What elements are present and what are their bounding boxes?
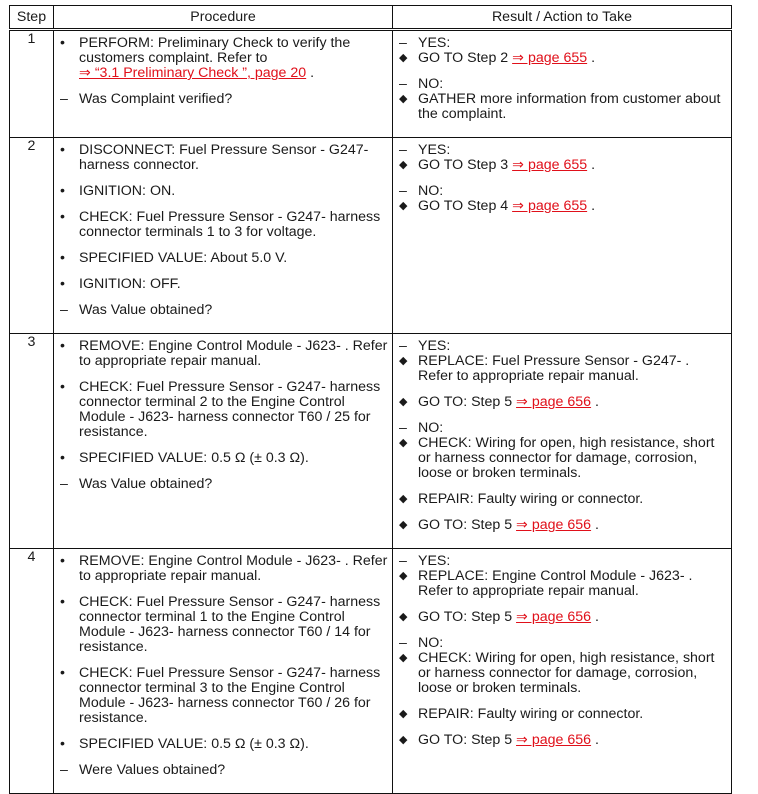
item-text: GATHER more information from customer about the complaint. bbox=[418, 91, 721, 122]
procedure-item bbox=[54, 339, 388, 369]
page-reference-link[interactable]: ⇒ page 656 bbox=[516, 517, 592, 533]
diamond-bullet-icon: ◆ bbox=[399, 52, 408, 64]
result-item bbox=[393, 158, 727, 173]
procedure-cell bbox=[54, 549, 393, 794]
bullet-icon: • bbox=[60, 183, 65, 199]
item-text: Was Value obtained? bbox=[79, 302, 213, 318]
diagnostic-procedure-table bbox=[9, 5, 732, 794]
item-text: SPECIFIED VALUE: 0.5 Ω (± 0.3 Ω). bbox=[79, 450, 309, 466]
step-number: 4 bbox=[10, 549, 54, 794]
page-reference-link[interactable]: ⇒ page 655 bbox=[512, 157, 588, 173]
procedure-item bbox=[54, 380, 388, 440]
result-list bbox=[393, 138, 731, 229]
procedure-item bbox=[54, 92, 388, 107]
item-text-suffix: . bbox=[587, 50, 596, 66]
item-text-suffix: . bbox=[591, 609, 599, 625]
diamond-bullet-icon: ◆ bbox=[399, 652, 408, 664]
dash-icon: – bbox=[60, 762, 68, 778]
bullet-icon: • bbox=[60, 379, 65, 395]
result-item bbox=[393, 51, 727, 66]
procedure-item bbox=[54, 763, 388, 778]
item-text: GO TO: Step 5 bbox=[418, 517, 517, 533]
dash-icon: – bbox=[60, 91, 68, 107]
bullet-icon: • bbox=[60, 665, 65, 681]
diamond-bullet-icon: ◆ bbox=[399, 200, 408, 212]
item-text: CHECK: Fuel Pressure Sensor - G247- harness connector terminal 3 to the Engine Control Module - J623- harness connector T60 / 26 for resistance. bbox=[79, 665, 381, 726]
result-item bbox=[393, 339, 727, 354]
dash-icon: – bbox=[399, 35, 407, 51]
procedure-item bbox=[54, 277, 388, 292]
dash-icon: – bbox=[399, 553, 407, 569]
diamond-bullet-icon: ◆ bbox=[399, 93, 408, 105]
result-item bbox=[393, 92, 727, 122]
item-text: NO: bbox=[418, 635, 444, 651]
item-text: CHECK: Fuel Pressure Sensor - G247- harness connector terminal 1 to the Engine Control Module - J623- harness connector T60 / 14 for resistance. bbox=[79, 594, 381, 655]
item-text: YES: bbox=[418, 553, 451, 569]
step-number: 3 bbox=[10, 334, 54, 549]
bullet-icon: • bbox=[60, 594, 65, 610]
item-text: REPLACE: Fuel Pressure Sensor - G247- . Refer to appropriate repair manual. bbox=[418, 353, 690, 384]
diamond-bullet-icon: ◆ bbox=[399, 519, 408, 531]
dash-icon: – bbox=[399, 420, 407, 436]
item-text: CHECK: Fuel Pressure Sensor - G247- harness connector terminals 1 to 3 for voltage. bbox=[79, 209, 381, 240]
result-item bbox=[393, 354, 727, 384]
item-text: REMOVE: Engine Control Module - J623- . Refer to appropriate repair manual. bbox=[79, 553, 388, 584]
diamond-bullet-icon: ◆ bbox=[399, 355, 408, 367]
diamond-bullet-icon: ◆ bbox=[399, 734, 408, 746]
procedure-cell bbox=[54, 30, 393, 138]
bullet-icon: • bbox=[60, 35, 65, 51]
item-text-suffix: . bbox=[591, 732, 599, 748]
page-reference-link[interactable]: ⇒ page 655 bbox=[512, 50, 588, 66]
table-row bbox=[10, 30, 732, 138]
page-reference-link[interactable]: ⇒ page 656 bbox=[516, 394, 592, 410]
table-row bbox=[10, 549, 732, 794]
item-text: Were Values obtained? bbox=[79, 762, 226, 778]
header-result: Result / Action to Take bbox=[393, 6, 732, 30]
dash-icon: – bbox=[399, 76, 407, 92]
item-text: Was Value obtained? bbox=[79, 476, 213, 492]
bullet-icon: • bbox=[60, 250, 65, 266]
procedure-item bbox=[54, 184, 388, 199]
table-header-row bbox=[10, 6, 732, 30]
page-reference-link[interactable]: ⇒ “3.1 Preliminary Check ”, page 20 bbox=[79, 65, 307, 81]
item-text: DISCONNECT: Fuel Pressure Sensor - G247- harness connector. bbox=[79, 142, 369, 173]
result-item bbox=[393, 733, 727, 748]
item-text: IGNITION: ON. bbox=[79, 183, 176, 199]
procedure-item bbox=[54, 477, 388, 492]
result-item bbox=[393, 554, 727, 569]
result-item bbox=[393, 707, 727, 722]
result-item bbox=[393, 184, 727, 199]
item-text: REPAIR: Faulty wiring or connector. bbox=[418, 491, 644, 507]
item-text: REMOVE: Engine Control Module - J623- . Refer to appropriate repair manual. bbox=[79, 338, 388, 369]
procedure-item bbox=[54, 451, 388, 466]
item-text-suffix: . bbox=[306, 65, 315, 81]
item-text: GO TO: Step 5 bbox=[418, 609, 517, 625]
procedure-cell bbox=[54, 138, 393, 334]
item-text: CHECK: Wiring for open, high resistance, short or harness connector for damage, corrosion, loose or broken terminals. bbox=[418, 650, 715, 696]
result-cell bbox=[393, 138, 732, 334]
result-item bbox=[393, 143, 727, 158]
dash-icon: – bbox=[399, 635, 407, 651]
item-text: GO TO Step 4 bbox=[418, 198, 513, 214]
step-number: 1 bbox=[10, 30, 54, 138]
item-text: GO TO: Step 5 bbox=[418, 732, 517, 748]
table-row bbox=[10, 138, 732, 334]
bullet-icon: • bbox=[60, 142, 65, 158]
item-text: SPECIFIED VALUE: About 5.0 V. bbox=[79, 250, 288, 266]
result-item bbox=[393, 610, 727, 625]
procedure-item bbox=[54, 554, 388, 584]
item-text: NO: bbox=[418, 76, 444, 92]
bullet-icon: • bbox=[60, 450, 65, 466]
page-reference-link[interactable]: ⇒ page 656 bbox=[516, 732, 592, 748]
procedure-list bbox=[54, 549, 392, 793]
result-item bbox=[393, 636, 727, 651]
bullet-icon: • bbox=[60, 553, 65, 569]
procedure-item bbox=[54, 143, 388, 173]
result-item bbox=[393, 518, 727, 533]
dash-icon: – bbox=[399, 338, 407, 354]
procedure-item bbox=[54, 737, 388, 752]
procedure-cell bbox=[54, 334, 393, 549]
result-cell bbox=[393, 334, 732, 549]
result-item bbox=[393, 395, 727, 410]
diamond-bullet-icon: ◆ bbox=[399, 159, 408, 171]
procedure-item bbox=[54, 210, 388, 240]
item-text: GO TO Step 3 bbox=[418, 157, 513, 173]
table-body bbox=[10, 30, 732, 794]
item-text: GO TO Step 2 bbox=[418, 50, 513, 66]
result-list bbox=[393, 31, 731, 137]
item-text: REPLACE: Engine Control Module - J623- . Refer to appropriate repair manual. bbox=[418, 568, 693, 599]
procedure-item bbox=[54, 251, 388, 266]
item-text: CHECK: Wiring for open, high resistance, short or harness connector for damage, corrosion, loose or broken terminals. bbox=[418, 435, 715, 481]
procedure-list bbox=[54, 31, 392, 122]
diamond-bullet-icon: ◆ bbox=[399, 570, 408, 582]
table-row bbox=[10, 334, 732, 549]
procedure-list bbox=[54, 138, 392, 333]
procedure-item bbox=[54, 595, 388, 655]
diamond-bullet-icon: ◆ bbox=[399, 493, 408, 505]
diamond-bullet-icon: ◆ bbox=[399, 437, 408, 449]
procedure-item bbox=[54, 36, 388, 81]
item-text: SPECIFIED VALUE: 0.5 Ω (± 0.3 Ω). bbox=[79, 736, 309, 752]
item-text: YES: bbox=[418, 35, 451, 51]
bullet-icon: • bbox=[60, 209, 65, 225]
item-text-suffix: . bbox=[591, 394, 599, 410]
result-item bbox=[393, 569, 727, 599]
result-cell bbox=[393, 30, 732, 138]
diamond-bullet-icon: ◆ bbox=[399, 611, 408, 623]
diamond-bullet-icon: ◆ bbox=[399, 708, 408, 720]
header-step: Step bbox=[10, 6, 54, 30]
procedure-item bbox=[54, 303, 388, 318]
procedure-item bbox=[54, 666, 388, 726]
item-text: NO: bbox=[418, 420, 444, 436]
result-item bbox=[393, 421, 727, 436]
result-item bbox=[393, 199, 727, 214]
bullet-icon: • bbox=[60, 276, 65, 292]
result-list bbox=[393, 334, 731, 548]
procedure-list bbox=[54, 334, 392, 507]
bullet-icon: • bbox=[60, 338, 65, 354]
result-item bbox=[393, 77, 727, 92]
item-text: YES: bbox=[418, 142, 451, 158]
result-cell bbox=[393, 549, 732, 794]
page-reference-link[interactable]: ⇒ page 656 bbox=[516, 609, 592, 625]
item-text: YES: bbox=[418, 338, 451, 354]
item-text: NO: bbox=[418, 183, 444, 199]
dash-icon: – bbox=[60, 302, 68, 318]
step-number: 2 bbox=[10, 138, 54, 334]
item-text: GO TO: Step 5 bbox=[418, 394, 517, 410]
item-text: REPAIR: Faulty wiring or connector. bbox=[418, 706, 644, 722]
diamond-bullet-icon: ◆ bbox=[399, 396, 408, 408]
result-list bbox=[393, 549, 731, 763]
result-item bbox=[393, 492, 727, 507]
header-procedure: Procedure bbox=[54, 6, 393, 30]
bullet-icon: • bbox=[60, 736, 65, 752]
item-text-suffix: . bbox=[591, 517, 599, 533]
item-text-suffix: . bbox=[587, 157, 596, 173]
dash-icon: – bbox=[399, 142, 407, 158]
dash-icon: – bbox=[60, 476, 68, 492]
item-text: PERFORM: Preliminary Check to verify the customers complaint. Refer to bbox=[79, 35, 351, 66]
item-text: Was Complaint verified? bbox=[79, 91, 233, 107]
result-item bbox=[393, 436, 727, 481]
item-text: CHECK: Fuel Pressure Sensor - G247- harness connector terminal 2 to the Engine Control Module - J623- harness connector T60 / 25 for resistance. bbox=[79, 379, 381, 440]
item-text: IGNITION: OFF. bbox=[79, 276, 181, 292]
dash-icon: – bbox=[399, 183, 407, 199]
result-item bbox=[393, 36, 727, 51]
page-reference-link[interactable]: ⇒ page 655 bbox=[512, 198, 588, 214]
result-item bbox=[393, 651, 727, 696]
item-text-suffix: . bbox=[587, 198, 596, 214]
